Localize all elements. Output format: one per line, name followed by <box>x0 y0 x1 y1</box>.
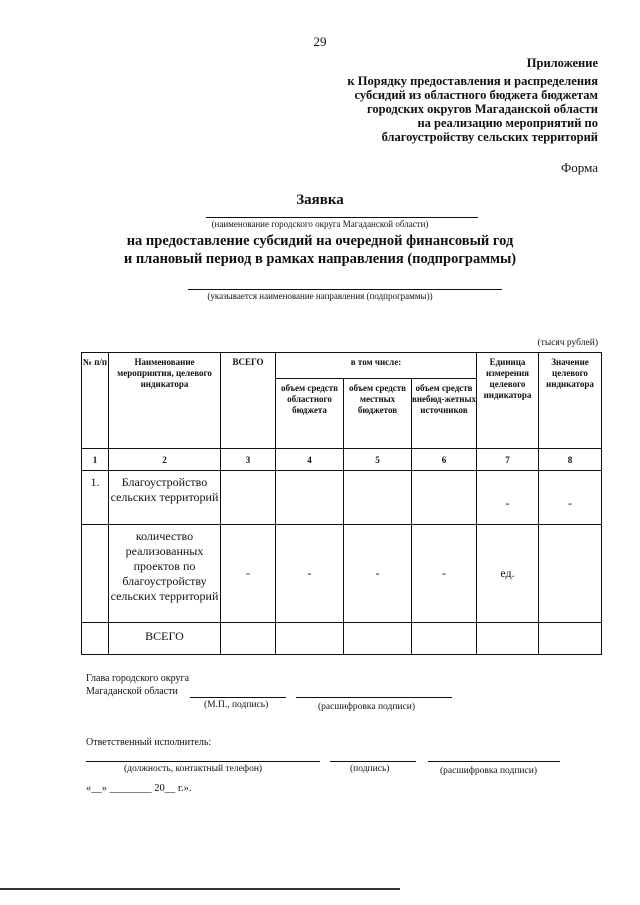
okrug-fill-line <box>206 217 478 218</box>
col-number: 5 <box>344 449 412 471</box>
head-sign-line <box>190 697 286 698</box>
header-local: объем средств местных бюджетов <box>344 379 412 449</box>
cell-regional: - <box>276 525 344 623</box>
document-subtitle <box>0 232 640 268</box>
cell-local: - <box>344 525 412 623</box>
header-total: ВСЕГО <box>221 353 276 449</box>
executor-label: Ответственный исполнитель: <box>86 737 212 748</box>
head-decode-caption: (расшифровка подписи) <box>318 702 415 712</box>
appendix-line: субсидий из областного бюджета бюджетам <box>354 88 598 102</box>
header-name: Наименование мероприятия, целевого индикатора <box>109 353 221 449</box>
col-number: 6 <box>412 449 477 471</box>
cell-name: количество реализованных проектов по благоустройству сельских территорий <box>109 525 221 623</box>
header-regional: объем средств областного бюджета <box>276 379 344 449</box>
page-number: 29 <box>313 34 327 49</box>
header-num: № п/п <box>82 353 109 449</box>
cell-local <box>344 471 412 525</box>
header-value: Значение целевого индикатора <box>539 353 602 449</box>
appendix-line: благоустройству сельских территорий <box>381 130 598 144</box>
head-label-line1: Глава городского округа <box>86 673 190 684</box>
appendix-block <box>298 56 598 144</box>
cell-value <box>539 525 602 623</box>
subtitle-line: на предоставление субсидий на очередной финансовый год <box>126 233 514 249</box>
cell-name: Благоустройство сельских территорий <box>109 471 221 525</box>
col-number: 3 <box>221 449 276 471</box>
cell-unit: ед. <box>477 525 539 623</box>
page-bottom-rule <box>0 888 400 890</box>
cell-value <box>539 623 602 655</box>
header-including: в том числе: <box>276 353 477 379</box>
col-number: 8 <box>539 449 602 471</box>
cell-local <box>344 623 412 655</box>
executor-sign-caption: (подпись) <box>350 764 390 774</box>
cell-total: - <box>221 525 276 623</box>
date-line: «__» ________ 20__ г.». <box>86 783 192 794</box>
appendix-line: на реализацию мероприятий по <box>417 116 598 130</box>
cell-num <box>82 623 109 655</box>
head-sign-caption: (М.П., подпись) <box>204 700 269 710</box>
table-row <box>82 471 602 525</box>
appendix-line: городских округов Магаданской области <box>366 102 598 116</box>
cell-extra: - <box>412 525 477 623</box>
subtitle-line: и плановый период в рамках направления (подпрограммы) <box>123 251 517 267</box>
header-unit: Единица измерения целевого индикатора <box>477 353 539 449</box>
head-label-line2: Магаданской области <box>86 686 178 697</box>
cell-extra <box>412 623 477 655</box>
col-number: 7 <box>477 449 539 471</box>
okrug-hint: (наименование городского округа Магаданской области) <box>211 219 429 229</box>
head-decode-line <box>296 697 452 698</box>
executor-position-caption: (должность, контактный телефон) <box>124 764 263 774</box>
cell-extra <box>412 471 477 525</box>
cell-regional <box>276 471 344 525</box>
header-extra: объем средств внебюд-жетных источников <box>412 379 477 449</box>
table-row <box>82 623 602 655</box>
col-number: 4 <box>276 449 344 471</box>
cell-total <box>221 623 276 655</box>
cell-num <box>82 525 109 623</box>
document-title: Заявка <box>296 192 344 208</box>
direction-fill-line <box>188 289 502 290</box>
cell-name: ВСЕГО <box>109 623 221 655</box>
col-number: 1 <box>82 449 109 471</box>
cell-value: - <box>539 471 602 525</box>
cell-num: 1. <box>82 471 109 525</box>
col-number: 2 <box>109 449 221 471</box>
executor-decode-caption: (расшифровка подписи) <box>440 766 537 776</box>
executor-decode-line <box>428 761 560 762</box>
application-table <box>81 352 602 655</box>
appendix-title: Приложение <box>526 56 598 70</box>
executor-sign-line <box>330 761 416 762</box>
cell-unit: - <box>477 471 539 525</box>
cell-unit <box>477 623 539 655</box>
executor-position-line <box>86 761 320 762</box>
units-label: (тысяч рублей) <box>537 338 598 348</box>
cell-total <box>221 471 276 525</box>
cell-regional <box>276 623 344 655</box>
appendix-line: к Порядку предоставления и распределения <box>347 74 598 88</box>
direction-hint: (указывается наименование направления (подпрограммы)) <box>207 291 433 301</box>
table-row <box>82 525 602 623</box>
form-label: Форма <box>561 160 598 175</box>
